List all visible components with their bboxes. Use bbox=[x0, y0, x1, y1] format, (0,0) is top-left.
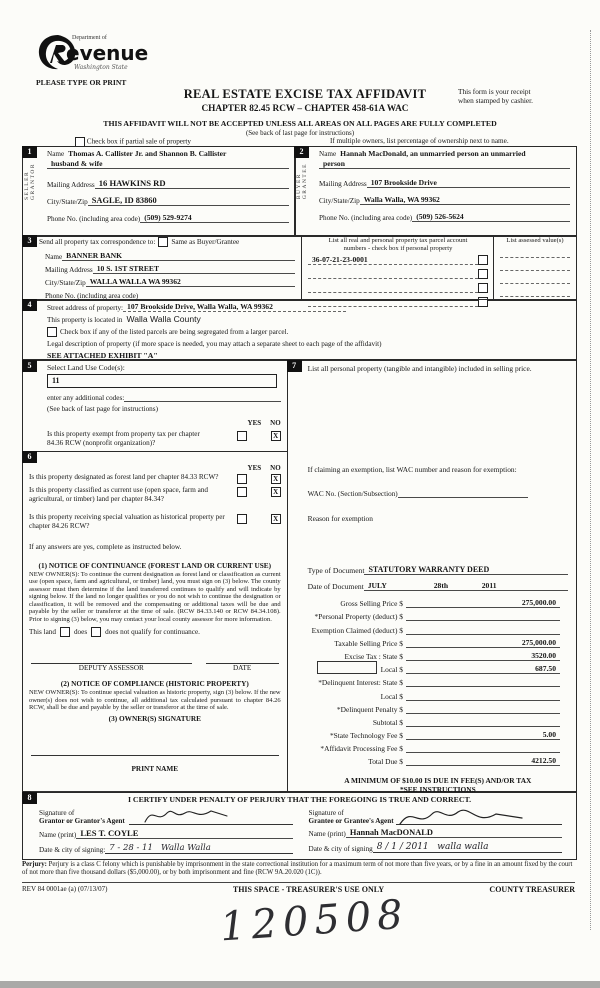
total-due-value[interactable]: 4212.50 bbox=[406, 756, 560, 766]
buyer-name-label: Name bbox=[319, 150, 337, 158]
seller-name-label: Name bbox=[47, 150, 65, 158]
doc-date-day[interactable]: 28th bbox=[430, 581, 478, 591]
exempt-no-checkbox[interactable]: X bbox=[271, 431, 281, 441]
section5-see-back: (See back of last page for instructions) bbox=[47, 405, 158, 413]
receipt-note: This form is your receipt when stamped by cashier. bbox=[458, 87, 533, 105]
historic-yes-checkbox[interactable] bbox=[237, 514, 247, 524]
section-8-tab: 8 bbox=[22, 792, 37, 804]
county-treasurer-label: COUNTY TREASURER bbox=[489, 885, 575, 894]
grantor-date-value[interactable]: 7 - 28 - 11 Walla Walla bbox=[105, 843, 292, 854]
seller-phone-label: Phone No. (including area code) bbox=[47, 215, 141, 223]
seller-mailing-label: Mailing Address bbox=[47, 181, 95, 189]
same-as-buyer-checkbox[interactable] bbox=[158, 237, 168, 247]
grantee-date-value[interactable]: 8 / 1 / 2011 walla walla bbox=[373, 842, 562, 853]
assessed-value-line-1[interactable] bbox=[500, 245, 570, 258]
row-exemption-label: Exemption Claimed (deduct) $ bbox=[311, 625, 403, 635]
footer-row bbox=[22, 882, 575, 894]
assessor-date-label: DATE bbox=[232, 664, 252, 673]
deputy-assessor-signature-line[interactable] bbox=[31, 653, 192, 664]
delinquent-interest-local-value[interactable] bbox=[406, 700, 560, 701]
answers-yes-note: If any answers are yes, complete as instructed below. bbox=[29, 542, 182, 551]
row-total-label: Total Due $ bbox=[368, 757, 403, 767]
grantor-signature-label: Signature of Grantor or Grantor's Agent bbox=[39, 808, 125, 825]
treasurer-use-only-label: THIS SPACE - TREASURER'S USE ONLY bbox=[232, 885, 385, 894]
historic-question: Is this property receiving special valuation as historical property per chapter 84.26 RCW? bbox=[29, 513, 225, 530]
section-2-tab: 2 bbox=[294, 146, 309, 158]
deputy-assessor-label: DEPUTY ASSESSOR bbox=[78, 664, 144, 673]
seller-name-value[interactable]: Thomas A. Callister Jr. and Shannon B. Callister bbox=[68, 149, 227, 158]
form-title: REAL ESTATE EXCISE TAX AFFIDAVIT bbox=[183, 87, 427, 101]
assessed-value-line-3[interactable] bbox=[500, 271, 570, 284]
corr-mailing-label: Mailing Address bbox=[45, 266, 93, 274]
section-6-tab: 6 bbox=[22, 451, 37, 463]
forest-no-checkbox[interactable]: X bbox=[271, 474, 281, 484]
send-correspondence-label: Send all property tax correspondence to: bbox=[39, 238, 156, 246]
row-processing-fee-label: *Affidavit Processing Fee $ bbox=[320, 744, 403, 754]
see-back-note: (See back of last page for instructions) bbox=[245, 128, 355, 137]
buyer-csz-label: City/State/Zip bbox=[319, 197, 360, 205]
notice1-title: (1) NOTICE OF CONTINUANCE (FOREST LAND OR CURRENT USE) bbox=[38, 560, 272, 570]
treasurer-stamp-box bbox=[317, 661, 377, 674]
minimum-fee-note: A MINIMUM OF $10.00 IS DUE IN FEE(S) AND/OR TAX bbox=[344, 776, 532, 786]
section-certification bbox=[22, 792, 577, 860]
excise-tax-local-value[interactable]: 687.50 bbox=[406, 664, 560, 674]
exempt-yes-checkbox[interactable] bbox=[237, 431, 247, 441]
located-in-value[interactable]: Walla Walla County bbox=[126, 314, 201, 324]
please-type-label: PLEASE TYPE OR PRINT bbox=[36, 78, 127, 87]
row-gross-label: Gross Selling Price $ bbox=[340, 599, 403, 609]
legal-description-value[interactable]: SEE ATTACHED EXHIBIT "A" bbox=[47, 351, 158, 360]
additional-codes-label: enter any additional codes: bbox=[47, 394, 125, 402]
qualify-doesnot-checkbox[interactable] bbox=[91, 627, 101, 637]
seller-csz-label: City/State/Zip bbox=[47, 198, 88, 206]
corr-mailing-value[interactable]: 10 S. 1ST STREET bbox=[93, 264, 295, 274]
qualify-line: This land does does not qualify for continuance. bbox=[29, 628, 200, 637]
money-table bbox=[308, 595, 568, 766]
corr-name-value[interactable]: BANNER BANK bbox=[62, 251, 295, 261]
current-use-question: Is this property classified as current use (open space, farm and agricultural, or timber) land per chapter 84.34? bbox=[29, 486, 209, 503]
row-subtotal-label: Subtotal $ bbox=[372, 717, 403, 727]
current-yes-checkbox[interactable] bbox=[237, 487, 247, 497]
exempt-question: Is this property exempt from property tax per chapter 84.36 RCW (nonprofit organization)? bbox=[47, 430, 200, 447]
certify-statement: I CERTIFY UNDER PENALTY OF PERJURY THAT THE FOREGOING IS TRUE AND CORRECT. bbox=[127, 795, 472, 804]
partial-sale-label: Check box if partial sale of property bbox=[86, 137, 191, 146]
grantee-signature bbox=[396, 804, 526, 830]
state-technology-fee-value[interactable]: 5.00 bbox=[406, 730, 560, 740]
personal-property-label: List all personal property (tangible and intangible) included in selling price. bbox=[307, 364, 532, 373]
owner-signature-line[interactable] bbox=[31, 745, 279, 756]
section-tax-correspondence bbox=[22, 235, 577, 301]
doc-date-month[interactable]: JULY bbox=[364, 581, 430, 591]
corr-csz-label: City/State/Zip bbox=[45, 279, 86, 287]
doc-type-value[interactable]: STATUTORY WARRANTY DEED bbox=[364, 565, 568, 575]
buyer-phone-value[interactable]: (509) 526-5624 bbox=[412, 212, 570, 222]
section-3-tab: 3 bbox=[22, 235, 37, 247]
row-delinq-interest-label: *Delinquent Interest: State $ bbox=[318, 678, 403, 688]
personal-property-deduct-value[interactable] bbox=[406, 620, 560, 621]
seller-csz-value[interactable]: SAGLE, ID 83860 bbox=[88, 196, 289, 206]
buyer-name-value[interactable]: Hannah MacDonald, an unmarried person an unmarried bbox=[340, 149, 526, 158]
buyer-csz-value[interactable]: Walla Walla, WA 99362 bbox=[360, 195, 570, 205]
street-address-label: Street address of property: bbox=[47, 304, 124, 312]
row-delinq-local-label: Local $ bbox=[380, 691, 403, 701]
notice2-body: NEW OWNER(S): To continue special valuation as historic property, sign (3) below. If the new owner(s) does not wish to continue, all additional tax calculated pursuant to chapter 84.26 RCW, shall be due and payable by the seller or transferor at the time of sale. bbox=[29, 689, 281, 712]
land-use-label: Select Land Use Code(s): bbox=[47, 363, 125, 372]
exemption-note: If claiming an exemption, list WAC number and reason for exemption: bbox=[307, 465, 517, 474]
scan-edge-bar bbox=[0, 981, 600, 988]
section-5-tab: 5 bbox=[22, 360, 37, 372]
multiple-owners-note: If multiple owners, list percentage of ownership next to name. bbox=[330, 137, 509, 145]
parcel-number-value[interactable]: 36-07-21-23-0001 bbox=[308, 255, 478, 265]
seller-mailing-value[interactable]: 16 HAWKINS RD bbox=[95, 178, 289, 189]
located-in-label: This property is located in bbox=[47, 316, 123, 324]
section-property-address bbox=[22, 299, 577, 360]
qualify-does-checkbox[interactable] bbox=[60, 627, 70, 637]
grantor-signature bbox=[139, 804, 249, 826]
no-header-5: NO bbox=[270, 419, 281, 427]
buyer-phone-label: Phone No. (including area code) bbox=[319, 214, 413, 222]
form-rev-number: REV 84 0001ae (a) (07/13/07) bbox=[22, 885, 108, 893]
print-name-line[interactable] bbox=[31, 781, 279, 792]
parcel-header: List all real and personal property tax parcel account numbers - check box if personal property bbox=[328, 237, 468, 252]
doc-date-year[interactable]: 2011 bbox=[478, 581, 568, 591]
additional-codes-value[interactable] bbox=[124, 392, 280, 402]
seller-phone-value[interactable]: (509) 529-9274 bbox=[140, 213, 289, 223]
parcel-personal-checkbox-2[interactable] bbox=[478, 269, 488, 279]
parcel-number-3[interactable] bbox=[308, 283, 478, 293]
grantee-name-print[interactable]: Hannah MacDONALD bbox=[346, 828, 562, 838]
logo-dept-text: Department of bbox=[72, 35, 107, 41]
grantor-date-label: Date & city of signing: bbox=[39, 846, 106, 854]
row-excise-state-label: Excise Tax : State $ bbox=[344, 651, 403, 661]
taxable-selling-price-value[interactable]: 275,000.00 bbox=[406, 638, 560, 648]
gross-selling-price-value[interactable]: 275,000.00 bbox=[406, 598, 560, 608]
print-name-label: PRINT NAME bbox=[131, 763, 179, 773]
historic-no-checkbox[interactable]: X bbox=[271, 514, 281, 524]
wac-label: WAC No. (Section/Subsection) bbox=[307, 490, 398, 498]
parcel-number-2[interactable] bbox=[308, 269, 478, 279]
see-instructions-note: *SEE INSTRUCTIONS bbox=[399, 785, 476, 795]
assessed-value-line-2[interactable] bbox=[500, 258, 570, 271]
header-warning: THIS AFFIDAVIT WILL NOT BE ACCEPTED UNLESS ALL AREAS ON ALL PAGES ARE FULLY COMPLETED bbox=[103, 119, 497, 128]
assessor-date-line[interactable] bbox=[206, 653, 279, 664]
section-seller bbox=[22, 146, 296, 237]
yes-header-6: YES bbox=[247, 464, 262, 473]
wac-value[interactable] bbox=[398, 488, 528, 498]
row-tech-fee-label: *State Technology Fee $ bbox=[329, 731, 403, 741]
reason-exemption-label: Reason for exemption bbox=[307, 514, 373, 523]
subtotal-value[interactable] bbox=[406, 726, 560, 727]
yes-header-5: YES bbox=[247, 419, 262, 427]
doc-type-label: Type of Document bbox=[307, 566, 365, 575]
grantor-signature-line[interactable] bbox=[129, 806, 293, 825]
row-local-label: Local $ bbox=[380, 665, 403, 675]
section-7-tab: 7 bbox=[287, 360, 302, 372]
grantee-date-label: Date & city of signing bbox=[308, 845, 373, 853]
exemption-claimed-value[interactable] bbox=[406, 634, 560, 635]
buyer-mailing-value[interactable]: 107 Brookside Drive bbox=[367, 178, 570, 188]
row-taxable-label: Taxable Selling Price $ bbox=[334, 638, 403, 648]
section-1-tab: 1 bbox=[22, 146, 37, 158]
excise-tax-state-value[interactable]: 3520.00 bbox=[406, 651, 560, 661]
forest-yes-checkbox[interactable] bbox=[237, 474, 247, 484]
section-buyer bbox=[294, 146, 577, 237]
forest-question: Is this property designated as forest land per chapter 84.33 RCW? bbox=[29, 473, 219, 482]
delinquent-penalty-value[interactable] bbox=[406, 713, 560, 714]
no-header-6: NO bbox=[270, 464, 281, 473]
street-address-value[interactable]: 107 Brookside Drive, Walla Walla, WA 99362 bbox=[123, 302, 345, 312]
notice2-title: (2) NOTICE OF COMPLIANCE (HISTORIC PROPERTY) bbox=[60, 679, 249, 689]
land-use-code-input[interactable]: 11 bbox=[47, 374, 277, 388]
segregated-label: Check box if any of the listed parcels are being segregated from a larger parcel. bbox=[60, 328, 289, 336]
owners-signature-label: (3) OWNER(S) SIGNATURE bbox=[108, 713, 201, 723]
parcel-personal-checkbox-3[interactable] bbox=[478, 283, 488, 293]
parcel-personal-checkbox-1[interactable] bbox=[478, 255, 488, 265]
buyer-grantee-vertical-label: BUYER GRANTEE bbox=[296, 163, 308, 200]
grantee-signature-label: Signature of Grantee or Grantee's Agent bbox=[308, 808, 394, 825]
grantee-name-label: Name (print) bbox=[308, 830, 346, 838]
scan-artifact-line bbox=[590, 30, 591, 930]
delinquent-interest-state-value[interactable] bbox=[406, 686, 560, 687]
notice1-body: NEW OWNER(S): To continue the current designation as forest land or classification as current use (open space, farm and agricultural, or timber) land, you must sign on (3) below. The county assessor must then determine if the land transferred continues to qualify and will indicate by signing below. If the land no longer qualifies or you do not wish to continue the designation or classification, it will be removed and the compensating or additional taxes will be due and payable by the seller or transferor at the time of sale. (RCW 84.33.140 or RCW 84.34.108). Prior to signing (3) below, you may contact your local county assessor for more information. bbox=[29, 570, 281, 623]
grantor-name-print[interactable]: LES T. COYLE bbox=[76, 828, 292, 839]
seller-name-value2[interactable]: husband & wife bbox=[47, 159, 289, 169]
legal-description-label: Legal description of property (if more space is needed, you may attach a separate sheet to each page of the affidavit) bbox=[47, 340, 382, 348]
logo-revenue-text: evenue bbox=[66, 41, 149, 65]
assessed-values-header: List assessed value(s) bbox=[506, 237, 564, 244]
logo-state-text: Washington State bbox=[74, 64, 128, 71]
corr-csz-value[interactable]: WALLA WALLA WA 99362 bbox=[86, 277, 295, 287]
treasurer-stamp-number: 120508 bbox=[218, 891, 411, 951]
buyer-name-value2[interactable]: person bbox=[319, 159, 570, 169]
corr-phone-label: Phone No. (including area code) bbox=[45, 292, 139, 300]
grantee-signature-line[interactable] bbox=[396, 806, 562, 825]
row-personal-label: *Personal Property (deduct) $ bbox=[314, 612, 403, 622]
corr-name-label: Name bbox=[45, 253, 63, 261]
segregated-checkbox[interactable] bbox=[47, 327, 57, 337]
form-subtitle: CHAPTER 82.45 RCW – CHAPTER 458-61A WAC bbox=[201, 104, 409, 114]
perjury-note: Perjury: Perjury is a class C felony which is punishable by imprisonment in the state correctional institution for a maximum term of not more than five years, or by a fine in an amount fixed by the court of not more than five thousand dollars ($5,000.00), or by both imprisonment and fine (RCW 9A.20.020 (1C)). bbox=[22, 861, 573, 876]
dept-revenue-logo bbox=[36, 33, 156, 87]
grantor-name-label: Name (print) bbox=[39, 831, 77, 839]
affidavit-processing-fee-value[interactable] bbox=[406, 752, 560, 753]
doc-date-label: Date of Document bbox=[307, 582, 364, 591]
section-main-block bbox=[22, 360, 577, 795]
section-4-tab: 4 bbox=[22, 299, 37, 311]
same-as-buyer-label: Same as Buyer/Grantee bbox=[171, 238, 240, 246]
assessed-value-line-4[interactable] bbox=[500, 284, 570, 297]
current-no-checkbox[interactable]: X bbox=[271, 487, 281, 497]
row-delinq-penalty-label: *Delinquent Penalty $ bbox=[336, 704, 403, 714]
buyer-mailing-label: Mailing Address bbox=[319, 180, 367, 188]
seller-grantor-vertical-label: SELLER GRANTOR bbox=[24, 163, 36, 200]
